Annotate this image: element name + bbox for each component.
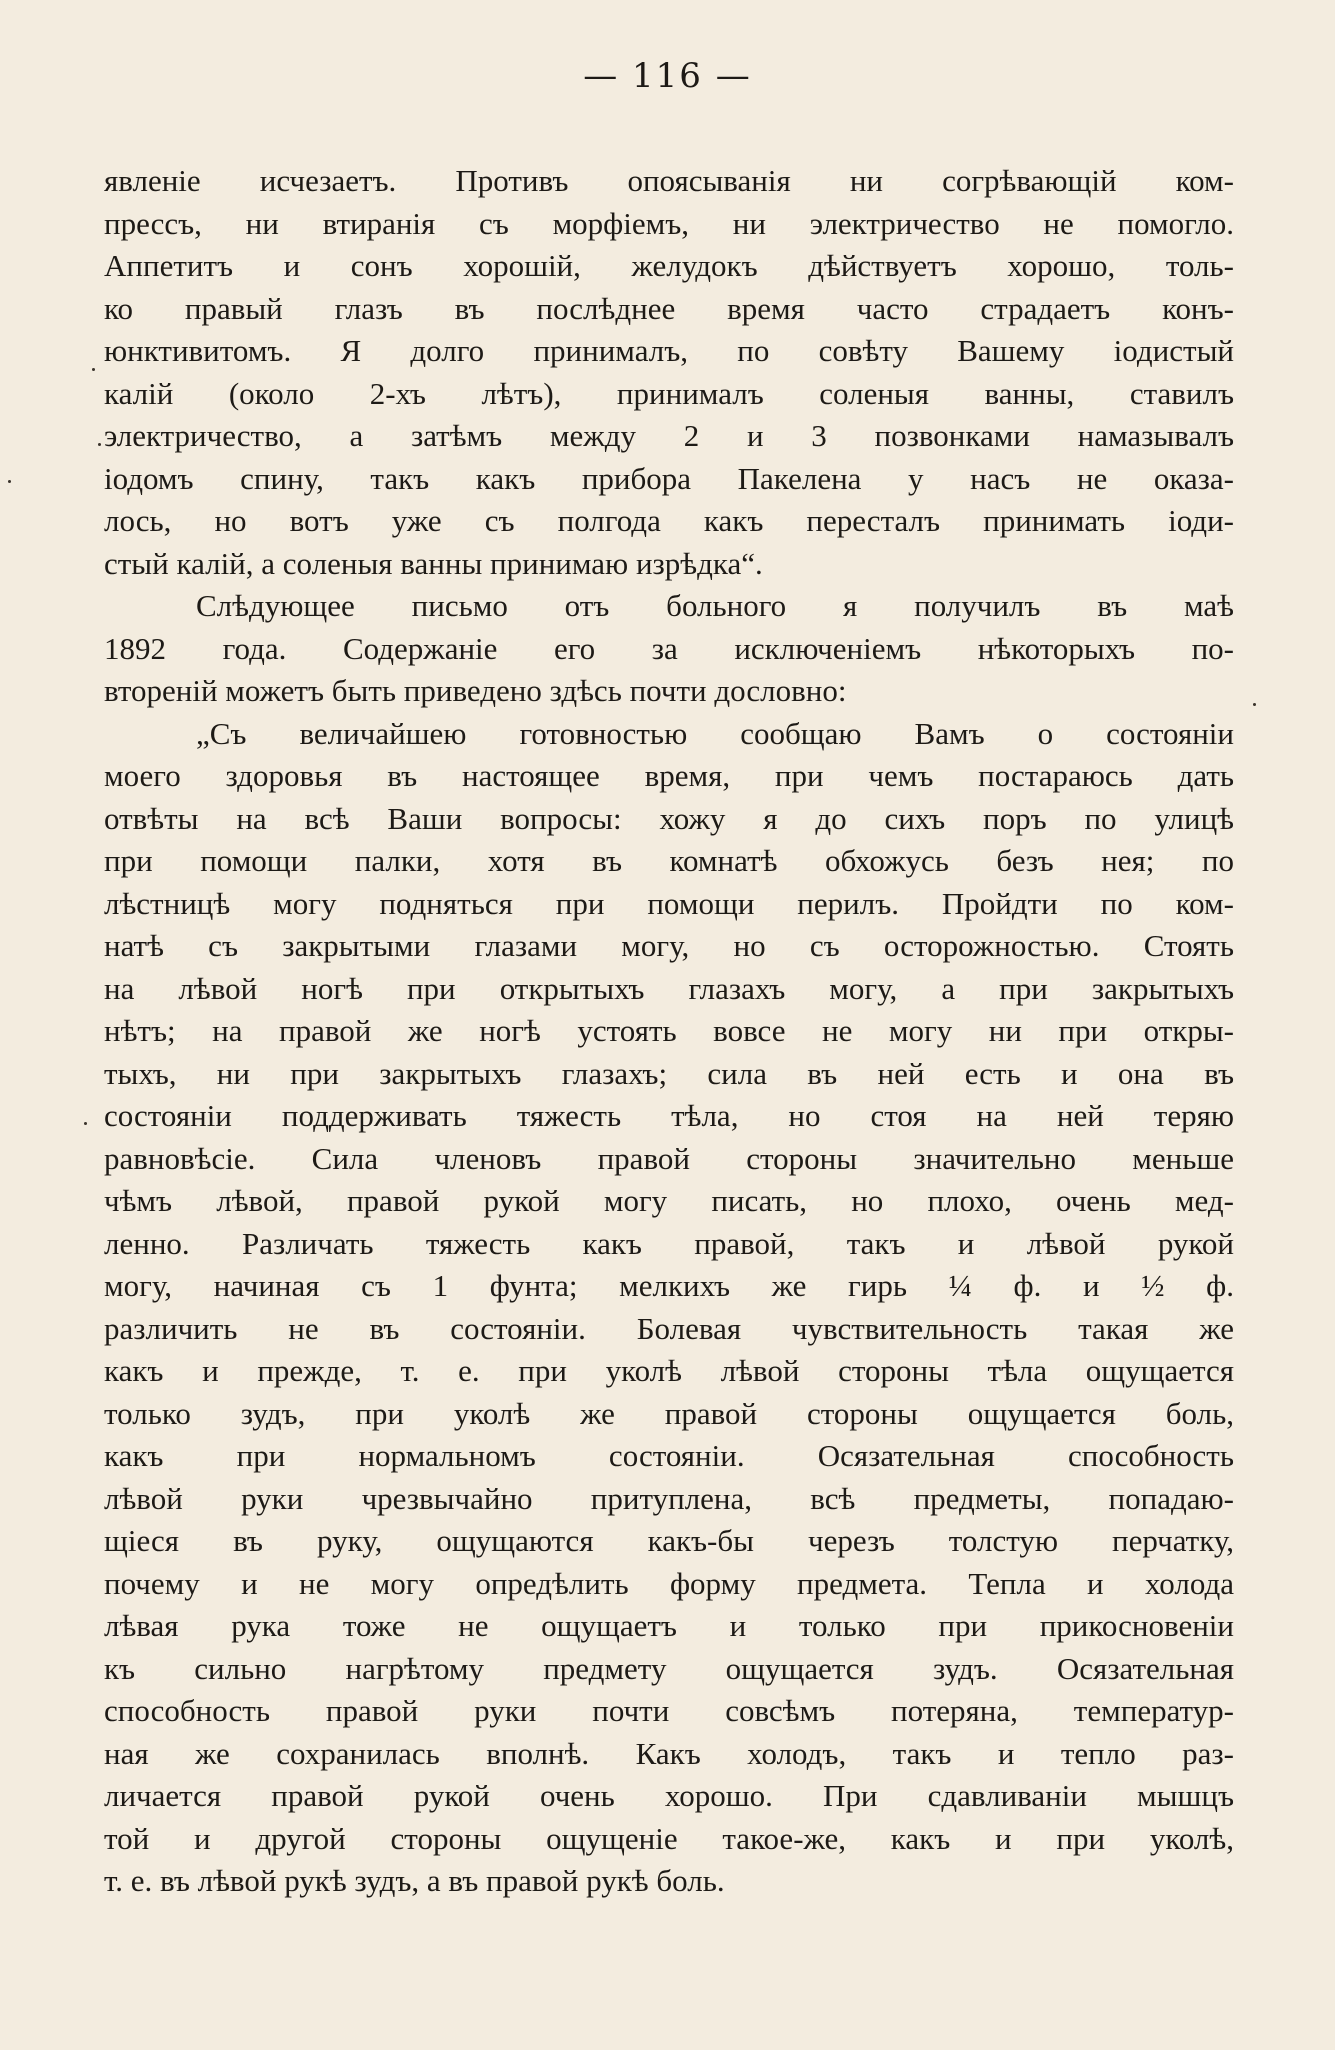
page-number: — 116 — (583, 56, 752, 96)
text-line: юнктивитомъ. Я долго принималъ, по совѣту Вашему іодистый (104, 333, 1234, 368)
ink-speck (8, 480, 11, 483)
text-line: стый калій, а соленыя ванны принимаю изрѣдка“. (104, 545, 763, 581)
text-line: 1892 года. Содержаніе его за исключеніемъ нѣкоторыхъ по- (104, 630, 1234, 666)
text-line: могу, начиная съ 1 фунта; мелкихъ же гирь ¼ ф. и ½ ф. (104, 1268, 1234, 1303)
text-line: личается правой рукой очень хорошо. При сдавливаніи мышцъ (104, 1778, 1234, 1813)
text-line: явленіе исчезаетъ. Противъ опоясыванія ни согрѣвающій ком- (104, 163, 1234, 198)
text-line: вторенiй можетъ быть приведено здѣсь почти дословно: (104, 673, 847, 708)
text-line: лѣвой руки чрезвычайно притуплена, всѣ предметы, попадаю- (104, 1480, 1234, 1516)
ink-speck (84, 1122, 87, 1125)
text-line: щіеся въ руку, ощущаются какъ-бы черезъ толстую перчатку, (104, 1523, 1234, 1558)
text-line: „Съ величайшею готовностью сообщаю Вамъ о состояніи (196, 715, 1234, 751)
text-line: лѣстницѣ могу подняться при помощи перилъ. Пройдти по ком- (104, 885, 1234, 921)
text-line: почему и не могу опредѣлить форму предмета. Тепла и холода (104, 1565, 1234, 1601)
ink-speck (98, 443, 101, 446)
text-line: моего здоровья въ настоящее время, при чемъ постараюсь дать (104, 758, 1234, 793)
text-line: натѣ съ закрытыми глазами могу, но съ осторожностью. Стоять (104, 928, 1234, 963)
text-line: къ сильно нагрѣтому предмету ощущается зудъ. Осязательная (104, 1650, 1234, 1686)
text-line: іодомъ спину, такъ какъ прибора Пакелена у насъ не оказа- (104, 460, 1234, 496)
text-line: только зудъ, при уколѣ же правой стороны ощущается боль, (104, 1395, 1234, 1431)
text-line: Аппетитъ и сонъ хорошій, желудокъ дѣйствуетъ хорошо, толь- (104, 248, 1234, 283)
text-line: на лѣвой ногѣ при открытыхъ глазахъ могу, а при закрытыхъ (104, 970, 1234, 1006)
text-line: нѣтъ; на правой же ногѣ устоять вовсе не могу ни при откры- (104, 1013, 1234, 1048)
text-line: при помощи палки, хотя въ комнатѣ обхожусь безъ нея; по (104, 843, 1234, 878)
text-line: ная же сохранилась вполнѣ. Какъ холодъ, такъ и тепло раз- (104, 1735, 1234, 1771)
text-line: прессъ, ни втиранія съ морфіемъ, ни электричество не помогло. (104, 205, 1234, 241)
text-line: т. е. въ лѣвой рукѣ зудъ, а въ правой рукѣ боль. (104, 1863, 725, 1898)
text-line: калій (около 2-хъ лѣтъ), принималъ соленыя ванны, ставилъ (104, 375, 1234, 411)
text-line: способность правой руки почти совсѣмъ потеряна, температур- (104, 1693, 1234, 1728)
text-line: ко правый глазъ въ послѣднее время часто страдаетъ конъ- (104, 290, 1234, 326)
text-line: той и другой стороны ощущеніе такое-же, какъ и при уколѣ, (104, 1820, 1234, 1856)
text-line: чѣмъ лѣвой, правой рукой могу писать, но плохо, очень мед- (104, 1183, 1234, 1218)
ink-speck (92, 368, 95, 371)
text-line: равновѣсіе. Сила членовъ правой стороны значительно меньше (104, 1140, 1234, 1176)
text-line: лѣвая рука тоже не ощущаетъ и только при прикосновеніи (104, 1608, 1234, 1643)
text-line: какъ при нормальномъ состояніи. Осязательная способность (104, 1438, 1234, 1473)
text-line: тыхъ, ни при закрытыхъ глазахъ; сила въ ней есть и она въ (104, 1055, 1234, 1091)
text-line: какъ и прежде, т. е. при уколѣ лѣвой стороны тѣла ощущается (104, 1353, 1234, 1388)
text-line: лось, но вотъ уже съ полгода какъ пересталъ принимать іоди- (104, 503, 1234, 538)
page-body-text (104, 160, 1234, 1903)
text-line: Слѣдующее письмо отъ больного я получилъ въ маѣ (196, 588, 1234, 623)
text-line: отвѣты на всѣ Ваши вопросы: хожу я до сихъ поръ по улицѣ (104, 800, 1234, 836)
text-line: электричество, а затѣмъ между 2 и 3 позвонками намазывалъ (104, 418, 1234, 453)
text-line: состояніи поддерживать тяжесть тѣла, но стоя на ней теряю (104, 1098, 1234, 1133)
ink-speck (1253, 703, 1256, 706)
text-line: ленно. Различать тяжесть какъ правой, такъ и лѣвой рукой (104, 1225, 1234, 1261)
text-line: различить не въ состояніи. Болевая чувствительность такая же (104, 1310, 1234, 1346)
